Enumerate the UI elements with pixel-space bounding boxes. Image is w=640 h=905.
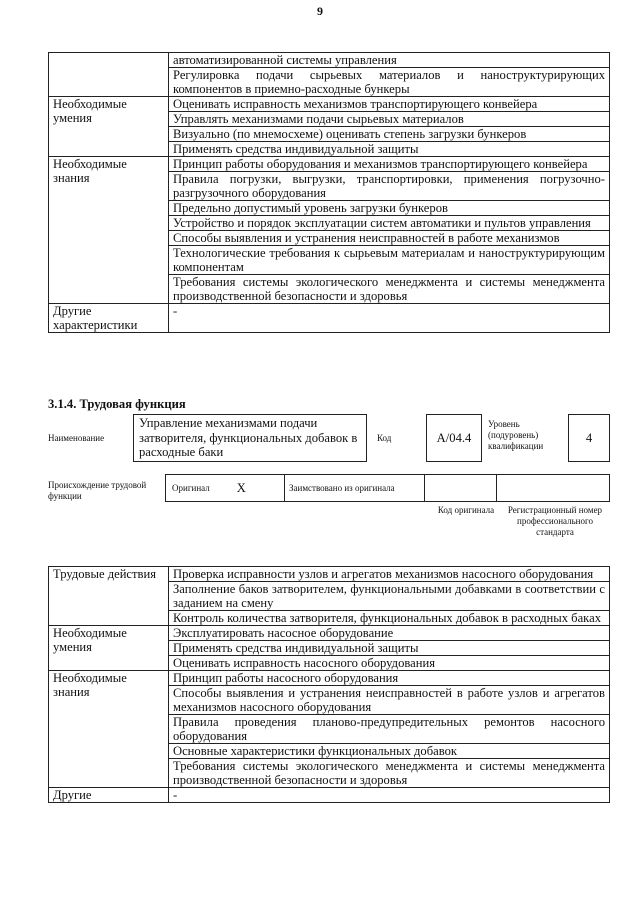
table-cell: Предельно допустимый уровень загрузки бункеров: [169, 201, 610, 216]
row-label: Трудовые действия: [49, 567, 169, 626]
table-cell: Применять средства индивидуальной защиты: [169, 142, 610, 157]
table-cell: Требования системы экологического менеджмента и системы менеджмента производственной безопасности и здоровья: [169, 275, 610, 304]
name-label: Наименование: [48, 433, 105, 443]
registration-number-cell: [497, 475, 609, 501]
row-label: Необходимые знания: [49, 157, 169, 304]
table-row: [49, 304, 610, 333]
table-row: [49, 671, 610, 686]
table-row: [49, 97, 610, 112]
table-row: [49, 567, 610, 582]
row-label: [49, 53, 169, 97]
function-code-box: А/04.4: [426, 414, 482, 462]
original-cell: [166, 475, 285, 501]
table-cell: -: [169, 304, 610, 333]
table-cell: Оценивать исправность насосного оборудования: [169, 656, 610, 671]
table-work-function-3-1-3-continued: [48, 52, 610, 333]
table-cell: Основные характеристики функциональных добавок: [169, 744, 610, 759]
origin-label: Происхождение трудовой функции: [48, 480, 147, 501]
row-label: Необходимые знания: [49, 671, 169, 788]
table-cell: Регулировка подачи сырьевых материалов и наноструктурирующих компонентов в приемно-расходные бункеры: [169, 68, 610, 97]
registration-number-caption: Регистрационный номер профессионального стандарта: [507, 505, 603, 537]
table-cell: Эксплуатировать насосное оборудование: [169, 626, 610, 641]
table-cell: Правила проведения планово-предупредительных ремонтов насосного оборудования: [169, 715, 610, 744]
borrowed-label: Заимствовано из оригинала: [285, 475, 425, 501]
table-cell: Устройство и порядок эксплуатации систем автоматики и пультов управления: [169, 216, 610, 231]
qualification-level-label: Уровень (подуровень) квалификации: [488, 419, 544, 451]
table-cell: Контроль количества затворителя, функциональных добавок в расходных баках: [169, 611, 610, 626]
row-label: Другие: [49, 788, 169, 803]
original-code-caption: Код оригинала: [437, 505, 495, 515]
table-row: [49, 626, 610, 641]
table-cell: Проверка исправности узлов и агрегатов механизмов насосного оборудования: [169, 567, 610, 582]
table-cell: -: [169, 788, 610, 803]
table-cell: Требования системы экологического менеджмента и системы менеджмента производственной безопасности и здоровья: [169, 759, 610, 788]
table-cell: Технологические требования к сырьевым материалам и наноструктурирующим компонентам: [169, 246, 610, 275]
table-cell: Оценивать исправность механизмов транспортирующего конвейера: [169, 97, 610, 112]
table-cell: Способы выявления и устранения неисправностей в работе узлов и агрегатов механизмов насосного оборудования: [169, 686, 610, 715]
table-cell: Визуально (по мнемосхеме) оценивать степень загрузки бункеров: [169, 127, 610, 142]
section-heading: 3.1.4. Трудовая функция: [48, 397, 186, 411]
qualification-level-box: 4: [568, 414, 610, 462]
table-cell: Способы выявления и устранения неисправностей в работе механизмов: [169, 231, 610, 246]
row-label: Другие характеристики: [49, 304, 169, 333]
row-label: Необходимые умения: [49, 626, 169, 671]
function-name-box: Управление механизмами подачи затворителя, функциональных добавок в расходные баки: [133, 414, 367, 462]
row-label: Необходимые умения: [49, 97, 169, 157]
table-cell: Заполнение баков затворителем, функциональными добавками в соответствии с заданием на смену: [169, 582, 610, 611]
original-mark: X: [236, 480, 246, 495]
original-code-cell: [425, 475, 497, 501]
original-label: Оригинал: [172, 483, 210, 493]
table-cell: Правила погрузки, выгрузки, транспортировки, применения погрузочно-разгрузочного оборудования: [169, 172, 610, 201]
page-number: 9: [317, 4, 323, 18]
table-cell: автоматизированной системы управления: [169, 53, 610, 68]
table-work-function-3-1-4: [48, 566, 610, 803]
table-cell: Принцип работы насосного оборудования: [169, 671, 610, 686]
table-row: [49, 53, 610, 68]
table-cell: Применять средства индивидуальной защиты: [169, 641, 610, 656]
code-label: Код: [377, 433, 392, 443]
table-row: [49, 788, 610, 803]
origin-row: [165, 474, 610, 502]
table-cell: Принцип работы оборудования и механизмов транспортирующего конвейера: [169, 157, 610, 172]
table-cell: Управлять механизмами подачи сырьевых материалов: [169, 112, 610, 127]
table-row: [49, 157, 610, 172]
